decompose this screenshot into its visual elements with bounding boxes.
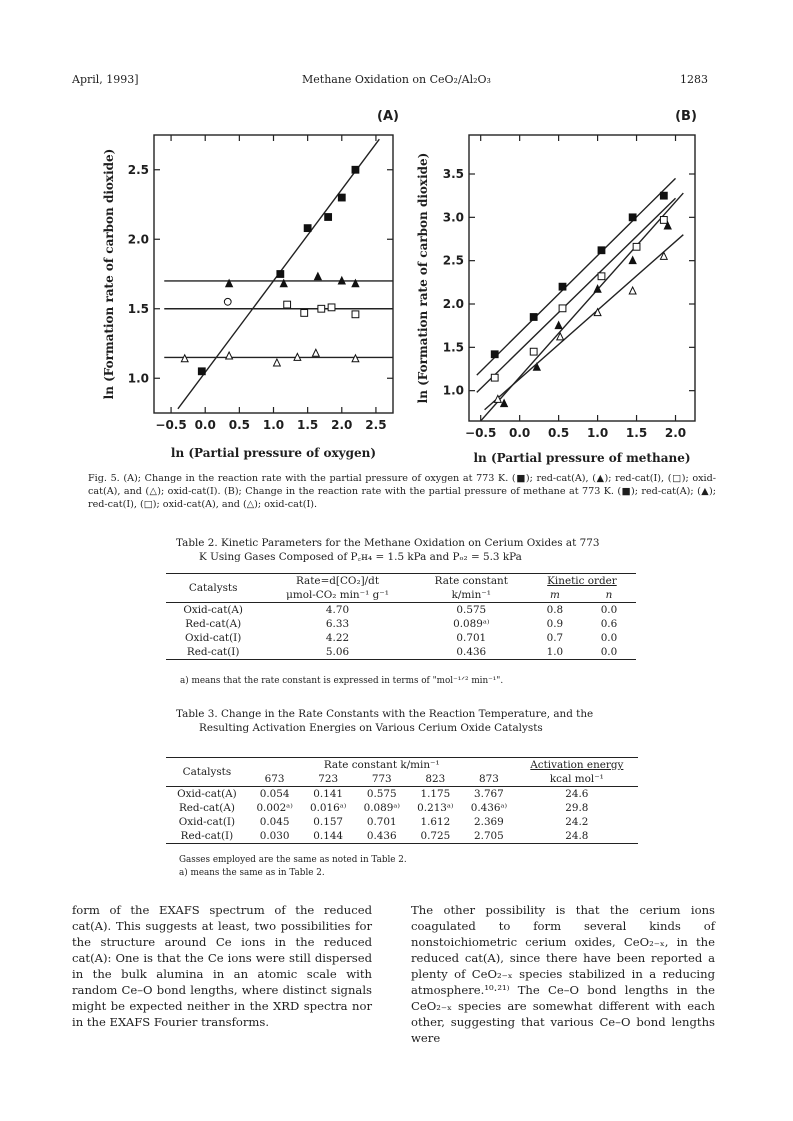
t2-cell: 4.22 (325, 632, 350, 644)
data-point-open-triangle (274, 359, 281, 366)
y-tick-label: 1.5 (442, 340, 464, 355)
t3-cell: 0.045 (259, 816, 290, 828)
t2-cell: 0.8 (546, 604, 564, 616)
data-point-filled-square (352, 166, 359, 173)
t3-cell: 0.030 (259, 830, 290, 842)
t2-footnote: a) means that the rate constant is expressed in terms of "mol⁻¹ᐟ² min⁻¹". (180, 676, 504, 686)
panel-label: (A) (377, 109, 399, 124)
data-point-filled-square (277, 271, 284, 278)
t2-header-const-unit: k/min⁻¹ (451, 589, 491, 601)
t2-header-const: Rate constant (434, 575, 508, 587)
data-point-open-triangle (629, 287, 636, 294)
data-point-open-triangle (181, 355, 188, 362)
x-tick-label: 2.0 (331, 418, 353, 432)
data-point-open-square (284, 301, 291, 308)
t3-cell: 0.002ᵃ⁾ (256, 802, 293, 814)
t3-cell: 0.575 (366, 788, 397, 800)
t2-header-catalysts: Catalysts (188, 582, 238, 594)
data-point-open-square (559, 305, 566, 312)
x-tick-label: 0.5 (228, 418, 250, 432)
data-point-open-triangle (226, 352, 233, 359)
t3-note-gases: Gasses employed are the same as noted in Table 2. (179, 855, 407, 865)
t3-cell: 24.8 (565, 830, 589, 842)
fit-line (485, 235, 684, 410)
figure-5 (0, 0, 793, 470)
x-tick-label: 1.5 (297, 418, 319, 432)
data-point-filled-triangle (314, 273, 321, 280)
t2-row (166, 645, 636, 660)
table-3 (166, 757, 638, 844)
table3-caption-line2: Resulting Activation Energies on Various Cerium Oxide Catalysts (199, 722, 543, 734)
t3-cell: 0.089ᵃ⁾ (363, 802, 400, 814)
data-point-open-square (633, 243, 640, 250)
data-point-filled-square (598, 247, 605, 254)
data-point-open-square (598, 273, 605, 280)
t3-cell: 0.054 (259, 788, 290, 800)
data-point-filled-square (559, 283, 566, 290)
t3-cell: 0.213ᵃ⁾ (417, 802, 454, 814)
t3-temp: 673 (264, 773, 285, 785)
y-axis-label: ln (Formation rate of carbon dioxide) (102, 148, 116, 400)
plot-frame (154, 135, 393, 413)
t2-cell: 0.0 (600, 604, 618, 616)
data-point-filled-square (530, 314, 537, 321)
table-2 (166, 573, 636, 660)
data-point-filled-square (629, 214, 636, 221)
t3-cell: 1.612 (420, 816, 451, 828)
t3-cell: 0.016ᵃ⁾ (310, 802, 347, 814)
t2-cell: Oxid-cat(I) (185, 632, 242, 644)
t2-cell: 6.33 (325, 618, 350, 630)
t2-cell: 0.701 (456, 632, 487, 644)
t2-row (166, 603, 636, 618)
plot-frame (469, 135, 695, 421)
data-point-filled-square (304, 225, 311, 232)
t2-cell: 0.0 (600, 646, 618, 658)
t3-header-energy-unit: kcal mol⁻¹ (549, 773, 604, 785)
x-tick-label: 0.0 (194, 418, 216, 432)
t3-cell: 1.175 (420, 788, 451, 800)
t3-header-catalysts: Catalysts (182, 766, 232, 778)
t3-header-energy: Activation energy (530, 759, 624, 771)
fit-line (477, 193, 684, 425)
t3-temp: 823 (425, 773, 446, 785)
data-point-open-triangle (352, 355, 359, 362)
data-point-filled-triangle (501, 400, 508, 407)
t2-cell: 1.0 (546, 646, 564, 658)
t3-temp: 873 (478, 773, 499, 785)
x-tick-label: 1.5 (625, 426, 648, 440)
t3-cell: 2.705 (474, 830, 504, 842)
t2-cell: 5.06 (325, 646, 350, 658)
y-tick-label: 1.0 (442, 383, 464, 398)
t2-header-n: n (605, 589, 613, 601)
t2-row (166, 631, 636, 645)
data-point-open-square (301, 310, 308, 317)
fit-line (477, 178, 676, 375)
running-head-title: Methane Oxidation on CeO₂/Al₂O₃ (302, 73, 491, 86)
data-point-open-triangle (312, 349, 319, 356)
x-tick-label: −0.5 (155, 418, 187, 432)
t3-cell: 0.725 (420, 830, 451, 842)
t3-row (166, 829, 638, 844)
t2-cell: 0.6 (600, 618, 618, 630)
data-point-open-square (328, 304, 335, 311)
t2-cell: Oxid-cat(A) (183, 604, 243, 616)
t3-row (166, 815, 638, 829)
figure-caption: Fig. 5. (A); Change in the reaction rate with the partial pressure of oxygen at 773 K. (■); red-cat(A), (▲); red-cat(I), (□); oxid-cat(A), and (△); oxid-cat(I). (B); Change in the reaction rate with the partial pressure of methane at 773 K. (■); red-cat(A); (▲); red-cat(I), (□); oxid-cat(A), and (△); oxid-cat(I). (88, 473, 716, 510)
t3-cell: 0.436ᵃ⁾ (470, 802, 508, 814)
body-text-left-column: form of the EXAFS spectrum of the reduced cat(A). This suggests at least, two possibilities for the structure around Ce ions in the reduced cat(A): One is that the Ce ions were still dispersed in the bulk alumina in an atomic scale with random Ce–O bond lengths, where distinct signals might be expected neither in the XRD spectra nor in the EXAFS Fourier transforms. (72, 903, 372, 1029)
t2-cell: 0.0 (600, 632, 618, 644)
data-point-open-circle (224, 298, 231, 305)
y-tick-label: 2.5 (127, 162, 149, 177)
t3-cell: 2.369 (474, 816, 504, 828)
y-tick-label: 3.0 (442, 210, 464, 225)
t2-header-rate-unit: μmol-CO₂ min⁻¹ g⁻¹ (286, 589, 389, 601)
t2-cell: 0.9 (546, 618, 564, 630)
data-point-open-square (530, 348, 537, 355)
t3-cell: 0.141 (313, 788, 344, 800)
t3-cell: 0.157 (313, 816, 344, 828)
t2-header-m: m (549, 589, 560, 601)
data-point-filled-square (325, 214, 332, 221)
t3-temp: 773 (371, 773, 392, 785)
t3-cell: Red-cat(A) (178, 802, 235, 814)
t2-row (166, 617, 636, 631)
t2-cell: 0.7 (546, 632, 564, 644)
t3-cell: 24.6 (565, 788, 589, 800)
data-point-filled-square (198, 368, 205, 375)
data-point-open-square (491, 374, 498, 381)
x-axis-label: ln (Partial pressure of methane) (473, 451, 691, 465)
data-point-open-square (352, 311, 359, 318)
y-tick-label: 2.5 (442, 253, 464, 268)
t3-cell: Red-cat(I) (180, 830, 234, 842)
table3-caption-line1: Table 3. Change in the Rate Constants with the Reaction Temperature, and the (176, 708, 594, 720)
page-number: 1283 (680, 73, 708, 86)
running-head-left: April, 1993] (72, 73, 139, 86)
t2-cell: 4.70 (325, 604, 350, 616)
data-point-filled-square (491, 351, 498, 358)
x-tick-label: 2.5 (365, 418, 387, 432)
t3-row (166, 787, 638, 802)
x-axis-label: ln (Partial pressure of oxygen) (170, 446, 377, 460)
x-tick-label: 0.5 (547, 426, 570, 440)
data-point-filled-square (338, 194, 345, 201)
t3-cell: 0.436 (366, 830, 397, 842)
t2-header-rate: Rate=d[CO₂]/dt (295, 575, 379, 587)
data-point-filled-triangle (629, 257, 636, 264)
y-tick-label: 3.5 (442, 167, 464, 181)
t2-cell: 0.575 (456, 604, 487, 616)
y-tick-label: 1.0 (127, 371, 149, 386)
t3-cell: 0.701 (366, 816, 397, 828)
t2-cell: 0.089ᵃ⁾ (453, 618, 490, 630)
t2-cell: 0.436 (456, 646, 487, 658)
t3-note-a: a) means the same as in Table 2. (179, 868, 325, 878)
t3-cell: 0.144 (313, 830, 344, 842)
t3-row (166, 801, 638, 815)
panel-label: (B) (675, 109, 697, 124)
t2-header-order: Kinetic order (547, 575, 617, 587)
table2-caption-line1: Table 2. Kinetic Parameters for the Methane Oxidation on Cerium Oxides at 773 (176, 537, 600, 549)
x-tick-label: −0.5 (465, 426, 497, 440)
x-tick-label: 1.0 (262, 418, 285, 432)
data-point-filled-triangle (555, 322, 562, 329)
table2-caption-line2: K Using Gases Composed of P꜀ʜ₄ = 1.5 kPa and Pₒ₂ = 5.3 kPa (199, 551, 522, 563)
t3-cell: Oxid-cat(I) (178, 816, 236, 828)
y-tick-label: 2.0 (442, 297, 464, 311)
x-tick-label: 1.0 (586, 426, 609, 440)
fit-line (477, 198, 676, 392)
data-point-filled-square (660, 192, 667, 199)
y-axis-label: ln (Formation rate of carbon dioxide) (416, 152, 430, 404)
t2-cell: Red-cat(A) (185, 618, 242, 630)
t3-cell: Oxid-cat(A) (177, 788, 237, 800)
x-tick-label: 0.0 (509, 426, 531, 440)
t3-cell: 3.767 (474, 788, 504, 800)
t3-cell: 29.8 (565, 802, 589, 814)
t3-cell: 24.2 (565, 816, 589, 828)
y-tick-label: 2.0 (127, 232, 149, 247)
body-text-right-column: The other possibility is that the cerium ions coagulated to form several kinds of nonstoichiometric cerium oxides, CeO₂₋ₓ, in the reduced cat(A), since there have been reported a plenty of CeO₂₋ₓ species stabilized in a reducing atmosphere.¹⁰·²¹⁾ The Ce–O bond lengths in the CeO₂₋ₓ species are somewhat different with each other, suggesting that various Ce–O bond lengths were (411, 903, 715, 1045)
data-point-open-square (318, 305, 325, 312)
t3-temp: 723 (318, 773, 339, 785)
data-point-open-square (660, 217, 667, 224)
t2-cell: Red-cat(I) (186, 646, 240, 658)
t3-header-rate: Rate constant k/min⁻¹ (323, 759, 440, 771)
x-tick-label: 2.0 (664, 426, 687, 440)
y-tick-label: 1.5 (127, 301, 149, 316)
